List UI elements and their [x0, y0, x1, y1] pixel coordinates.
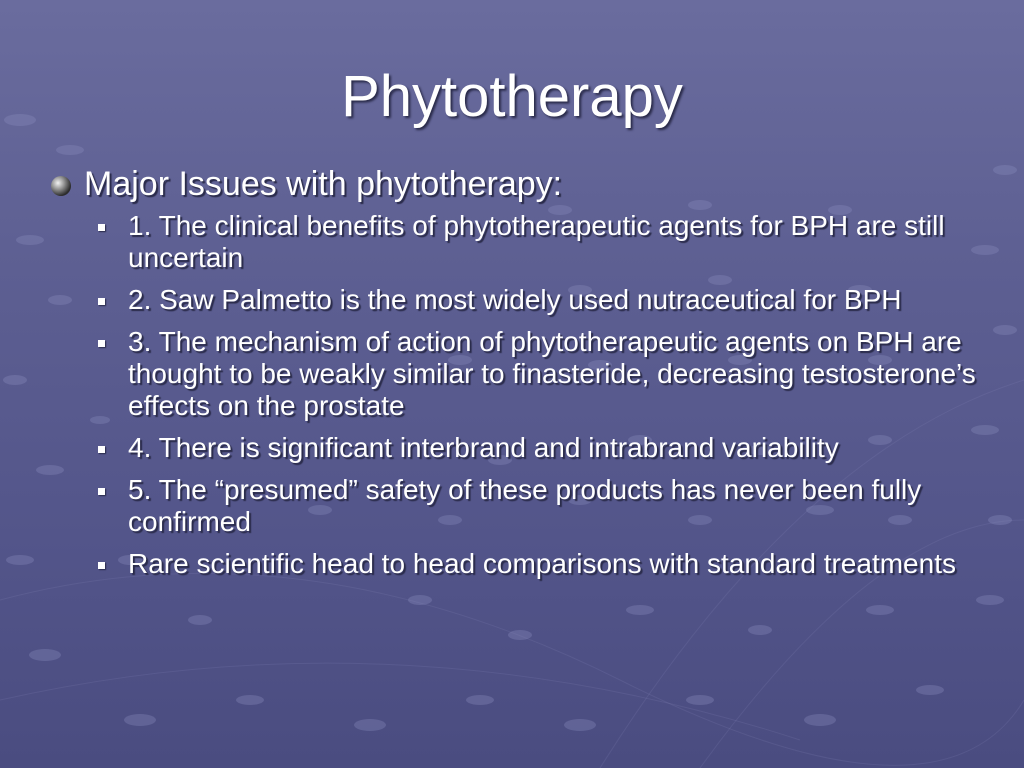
list-item	[50, 432, 980, 464]
square-bullet-icon	[98, 224, 105, 231]
slide-title: Phytotherapy	[341, 64, 683, 129]
main-bullet-point	[50, 162, 980, 206]
slide-content	[50, 162, 980, 590]
square-bullet-icon	[98, 562, 105, 569]
list-item	[50, 284, 980, 316]
list-item-text: 1. The clinical benefits of phytotherapeutic agents for BPH are still uncertain	[128, 210, 945, 273]
square-bullet-icon	[98, 340, 105, 347]
square-bullet-icon	[98, 488, 105, 495]
list-item	[50, 326, 980, 422]
sphere-bullet-icon	[50, 175, 72, 197]
list-item	[50, 474, 980, 538]
square-bullet-icon	[98, 446, 105, 453]
main-bullet-text: Major Issues with phytotherapy:	[84, 165, 563, 203]
list-item-text: 5. The “presumed” safety of these products has never been fully confirmed	[128, 474, 922, 537]
list-item-text: 4. There is significant interbrand and intrabrand variability	[128, 432, 839, 463]
list-item-text: 2. Saw Palmetto is the most widely used nutraceutical for BPH	[128, 284, 902, 315]
list-item	[50, 210, 980, 274]
list-item-text: 3. The mechanism of action of phytotherapeutic agents on BPH are thought to be weakly similar to finasteride, decreasing testosterone’s effects on the prostate	[128, 326, 976, 421]
list-item-text: Rare scientific head to head comparisons with standard treatments	[128, 548, 956, 579]
list-item	[50, 548, 980, 580]
square-bullet-icon	[98, 298, 105, 305]
sub-bullet-list	[50, 210, 980, 580]
